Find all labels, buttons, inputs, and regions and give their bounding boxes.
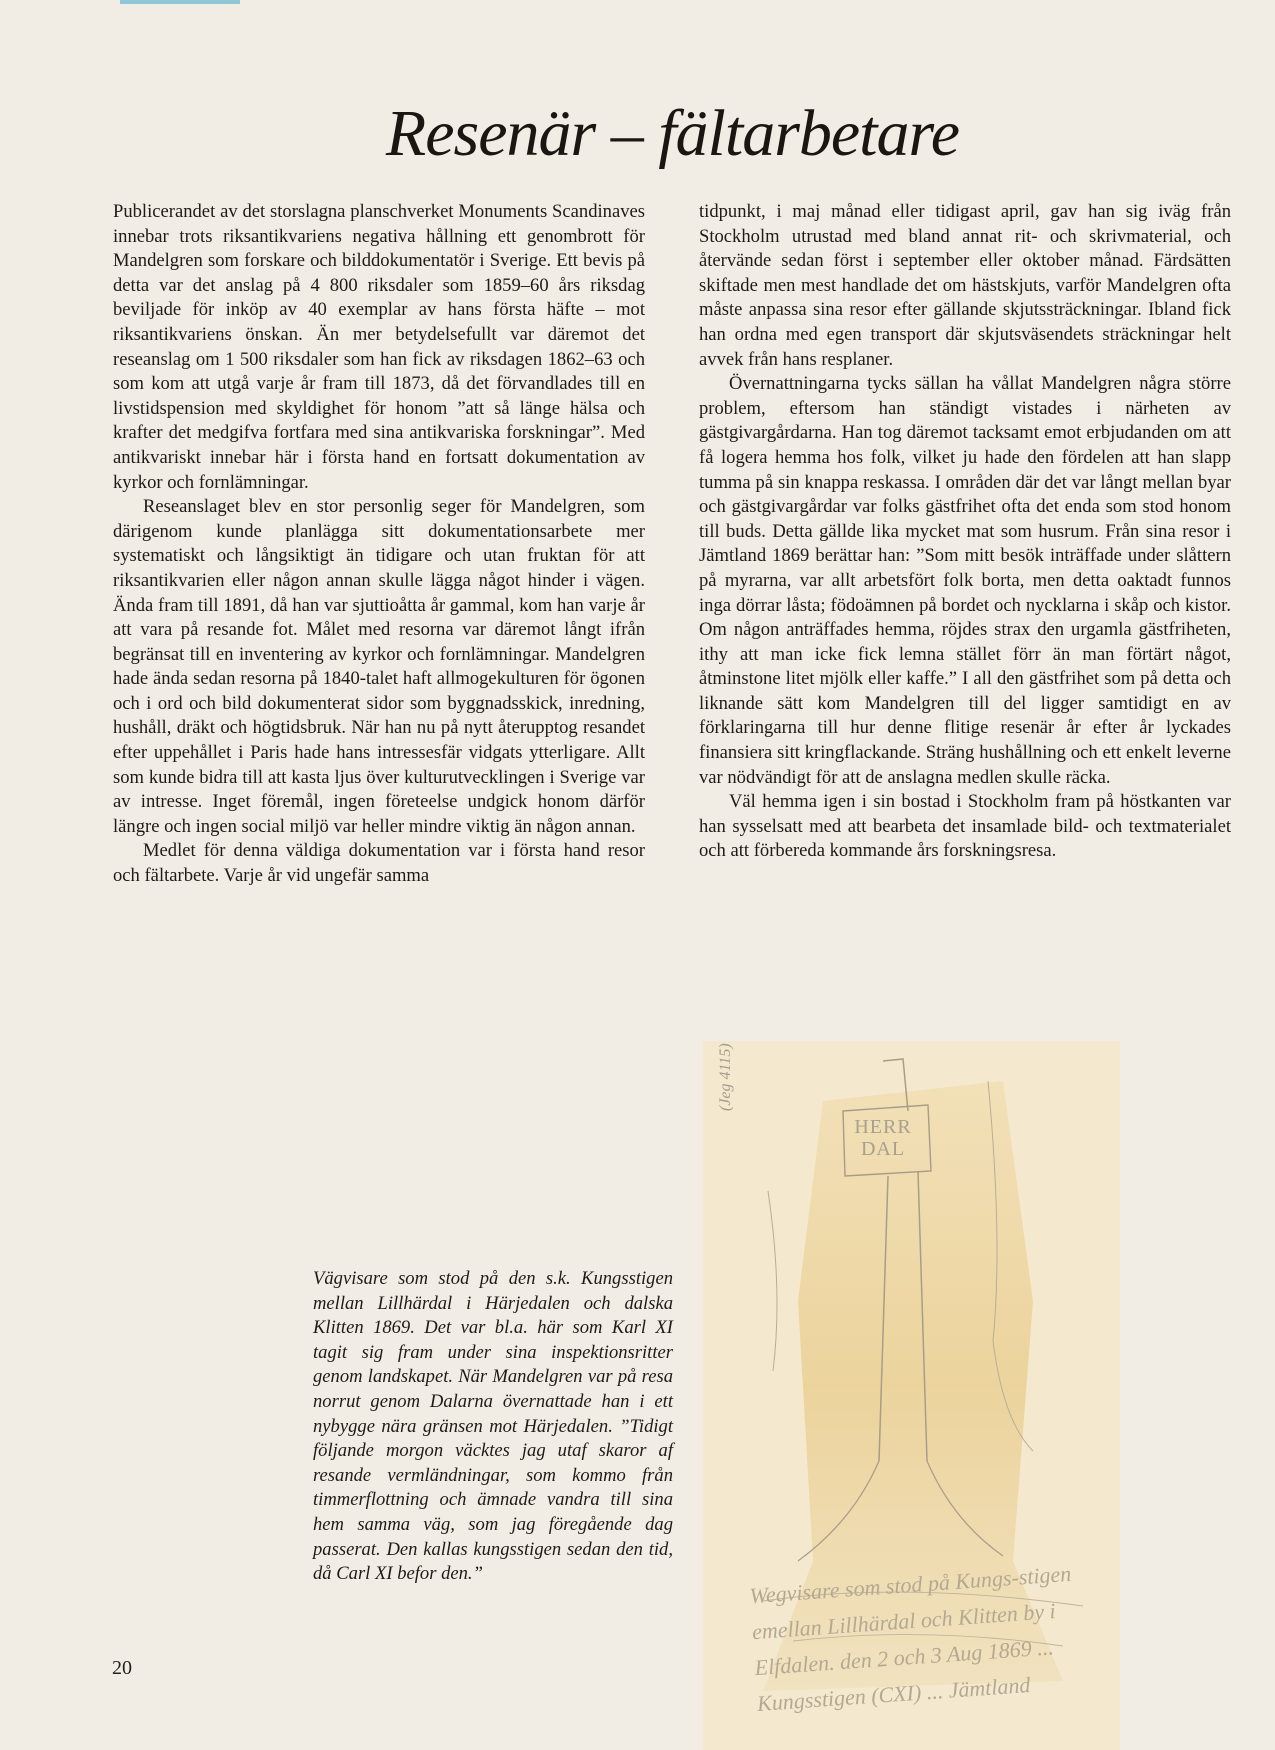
left-text-column	[113, 200, 645, 889]
sign-inscription	[853, 1116, 913, 1160]
left-paragraph-1: Publicerandet av det storslagna planschverket Monuments Scandinaves innebar trots riksantikvariens negativa hållning ett genombrott för Mandelgren som forskare och bilddokumentatör i Sverige. Ett bevis på detta var det anslag på 4 800 riksdaler som 1859–60 års riksdag beviljade för inköp av 40 exemplar av hans första häfte – mot riksantikvariens önskan. Än mer betydelsefullt var däremot det reseanslag om 1 500 riksdaler som han fick av riksdagen 1862–63 och som kom att utgå varje år fram till 1873, då det förvandlades till en livstidspension med skyldighet för honom ”att så länge hälsa och krafter det medgifva fortfara med sina antikvariska forskningar”. Med antikvariskt innebar här i första hand en fortsatt dokumentation av kyrkor och fornlämningar.	[113, 201, 645, 493]
signpost-sketch	[703, 1041, 1120, 1750]
right-paragraph-1: tidpunkt, i maj månad eller tidigast april, gav han sig iväg från Stockholm utrustad med bland annat rit- och skrivmaterial, och återvände sedan först i september eller oktober månad. Färdsätten skiftade men mest handlade det om hästskjuts, varför Mandelgren ofta måste anpassa sina resor efter gällande skjutssträckningar. Ibland fick han ordna med egen transport där skjutsväsendets sträckningar helt avvek från hans resplaner.	[699, 201, 1231, 370]
page-title: Resenär – fältarbetare	[385, 97, 960, 170]
right-paragraph-2: Övernattningarna tycks sällan ha vållat Mandelgren några större problem, eftersom han ständigt vistades i närheten av gästgivargårdarna. Han tog däremot tacksamt emot erbjudanden om att få logera hemma hos folk, vilket ju hade den fördelen att han slapp tumma på sin knappa reskassa. I områden där det var långt mellan byar och gästgivargårdar var folks gästfrihet ofta det enda som stod honom till buds. Detta gällde lika mycket mat som husrum. Från sina resor i Jämtland 1869 berättar han: ”Som mitt besök inträffade under slåttern på myrarna, var allt arbetsfört folk borta, men detta oaktadt funnos inga dörrar låsta; födoämnen på bordet och nycklarna i skåp och kistor. Om någon anträffades hemma, röjdes strax den urgamla gästfriheten, ithy att man icke fick lemna stället förr än man förtärt något, åtminstone litet mjölk eller kaffe.” I all den gästfrihet som på detta och liknande sätt kom Mandelgren till del ligger samtidigt en av förklaringarna till hur denne flitige resenär år efter år lyckades finansiera sitt kringflackande. Sträng hushållning och ett enkelt leverne var nödvändigt för att de anslagna medlen skulle räcka.	[699, 373, 1231, 788]
left-paragraph-2: Reseanslaget blev en stor personlig seger för Mandelgren, som därigenom kunde planlägga sitt dokumentationsarbete mer systematiskt och långsiktigt än tidigare och utan fruktan för att riksantikvarien eller någon annan skulle lägga något hinder i vägen. Ända fram till 1891, då han var sjuttioåtta år gammal, kom han varje år att vara på resande fot. Målet med resorna var däremot långt ifrån begränsat till en inventering av kyrkor och fornlämningar. Mandelgren hade ända sedan resorna på 1840-talet haft allmogekulturen för ögonen och i ord och bild dokumenterat sidor som byggnadsskick, inredning, hushåll, dräkt och högtidsbruk. När han nu på nytt återupptog resandet efter uppehållet i Paris hade hans intressesfär vidgats ytterligare. Allt som kunde bidra till att kasta ljus över kulturutvecklingen i Sverige var av intresse. Inget föremål, ingen företeelse undgick honom därför längre och ingen social miljö var heller mindre viktig än någon annan.	[113, 496, 645, 837]
right-text-column	[699, 200, 1231, 864]
figure-caption: Vägvisare som stod på den s.k. Kungsstigen mellan Lillhärdal i Härjedalen och dalska Klitten 1869. Det var bl.a. här som Karl XI tagit sig fram under sina inspektionsritter genom landskapet. När Mandelgren var på resa norrut genom Dalarna övernattade han i ett nybygge nära gränsen mot Härjedalen. ”Tidigt följande morgon väcktes jag utaf skaror af resande vermländningar, som kommo från timmerflottning och ämnade vandra till sina hem samma väg, som jag föregående dag passerat. Den kallas kungsstigen sedan den tid, då Carl XI befor den.”	[313, 1268, 673, 1585]
sketch-handwritten-note: Wegvisare som stod på Kungs-stigen emellan Lillhärdal och Klitten by i Elfdalen. den 2 och 3 Aug 1869 ... Kungsstigen (CXI) ... Jämtland	[748, 1560, 1072, 1717]
sign-inscription-line-1: HERR	[854, 1116, 912, 1138]
left-paragraph-3: Medlet för denna väldiga dokumentation var i första hand resor och fältarbete. Varje år vid ungefär samma	[113, 840, 645, 887]
top-color-strip	[120, 0, 240, 4]
right-paragraph-3: Väl hemma igen i sin bostad i Stockholm fram på höstkanten var han sysselsatt med att bearbeta det insamlade bild- och textmaterialet och att förbereda kommande års forskningsresa.	[699, 791, 1231, 862]
page-number: 20	[112, 1657, 132, 1679]
sketch-margin-note: (Jeg 4115)	[717, 1043, 734, 1111]
sign-inscription-line-2: DAL	[860, 1138, 906, 1160]
